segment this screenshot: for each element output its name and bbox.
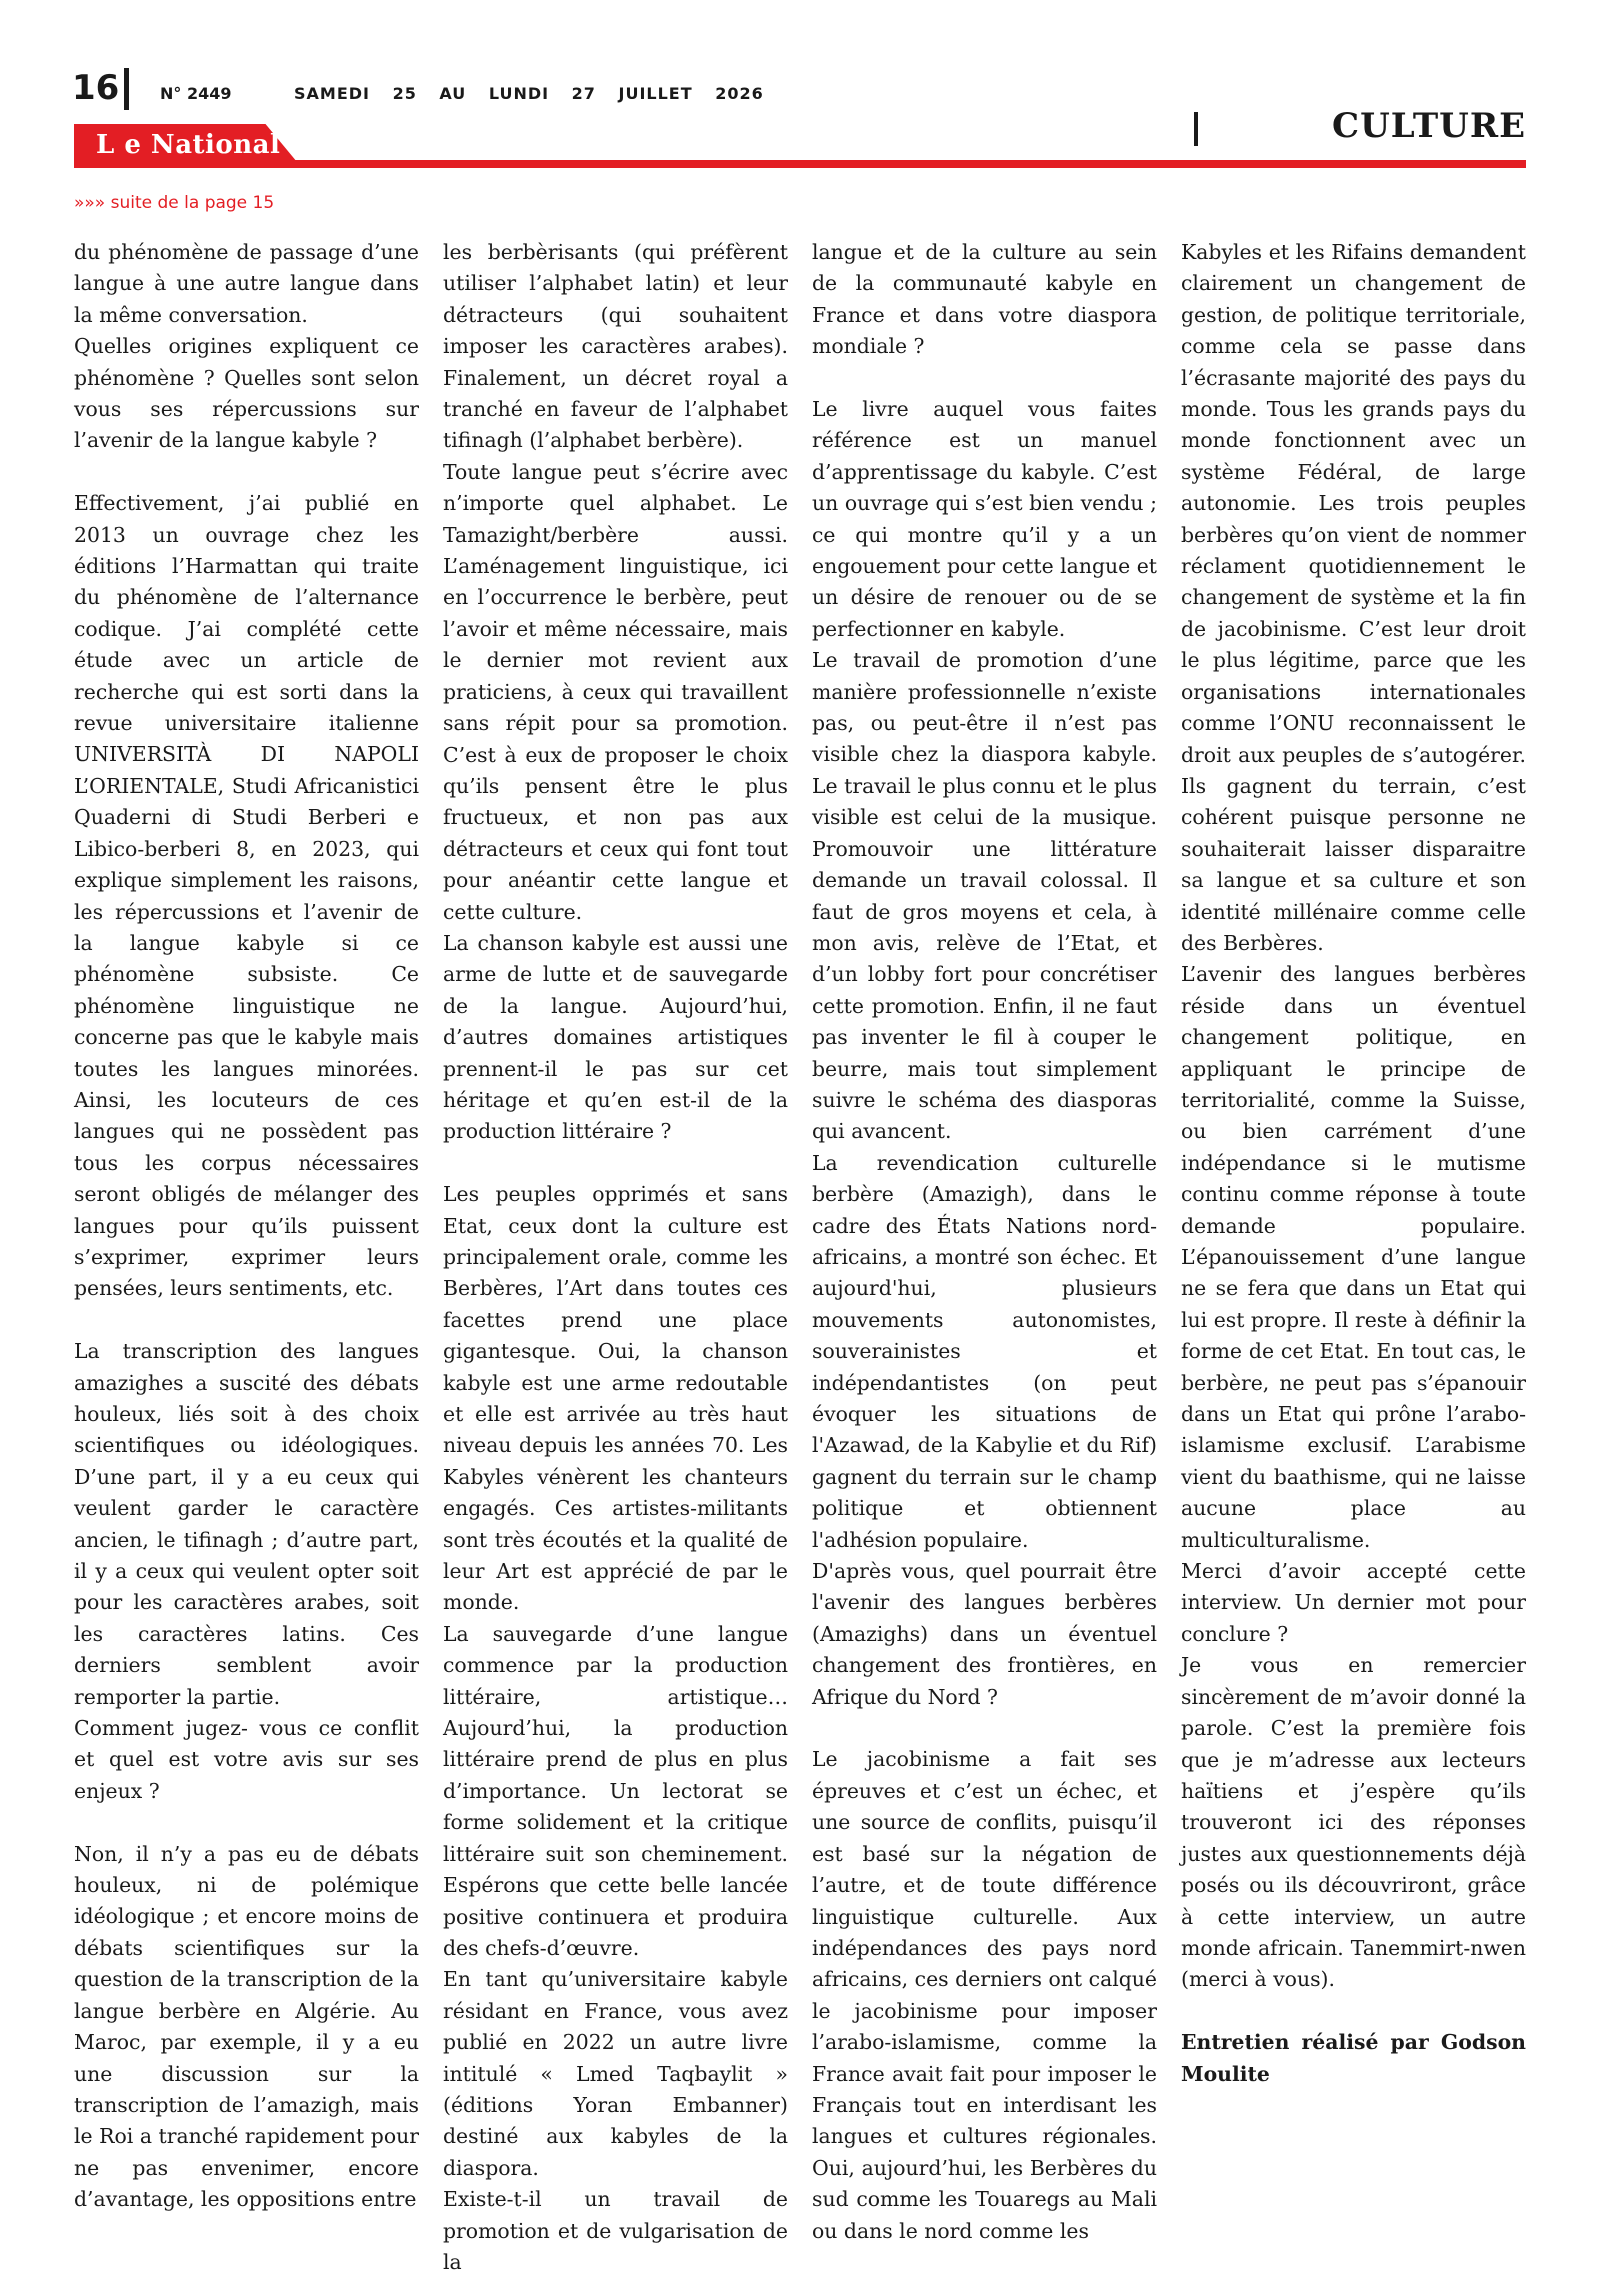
article-column-3: [812, 237, 1157, 2243]
question: Merci d’avoir accepté cette interview. Un dernier mot pour conclure ?: [1181, 1559, 1526, 1646]
question: La revendication culturelle berbère (Amazigh), dans le cadre des États Nations nord-africains, a montré son échec. Et aujourd'hui, plusieurs mouvements autonomistes, souverainistes et indépendantistes (on peut évoquer les situations de l'Azawad, de la Kabylie et du Rif) gagnent du terrain sur le champ politique et obtiennent l'adhésion populaire.: [812, 1150, 1157, 1552]
paragraph: Le travail de promotion d’une manière professionnelle n’existe pas, ou peut-être il n’est pas visible chez la diaspora kabyle. Le travail le plus connu et le plus visible est celui de la musique. Promouvoir une littérature demande un travail colossal. Il faut de gros moyens et cela, à mon avis, relève de l’Etat, et d’un lobby fort pour concrétiser cette promotion. Enfin, il ne faut pas inventer le fil à couper le beurre, mais tout simplement suivre le schéma des diasporas qui avancent.: [812, 648, 1157, 1144]
article-column-1: [74, 237, 419, 2212]
paragraph: Les peuples opprimés et sans Etat, ceux dont la culture est principalement orale, comme les Berbères, l’Art dans toutes ces facettes prend une place gigantesque. Oui, la chanson kabyle est une arme redoutable et elle est arrivée au très haut niveau depuis les années 70. Les Kabyles vénèrent les chanteurs engagés. Ces artistes-militants sont très écoutés et la qualité de leur Art est apprécié de par le monde.: [443, 1182, 788, 1615]
page-number: 16: [72, 68, 120, 108]
question: Comment jugez- vous ce conflit et quel est votre avis sur ses enjeux ?: [74, 1716, 419, 1803]
paragraph: Le livre auquel vous faites référence est un manuel d’apprentissage du kabyle. C’est un ouvrage qui s’est bien vendu ; ce qui montre qu’il y a un engouement pour cette langue et un désire de renouer ou de se perfectionner en kabyle.: [812, 397, 1157, 641]
question: La chanson kabyle est aussi une arme de lutte et de sauvegarde de la langue. Aujourd’hui, d’autres domaines artistiques prennent-il le pas sur cet héritage et qu’en est-il de la production littéraire ?: [443, 930, 788, 1144]
paragraph: les berbèrisants (qui préfèrent utiliser l’alphabet latin) et leur détracteurs (qui souhaitent imposer les caractères arabes). Finalement, un décret royal a tranché en faveur de l’alphabet tifinagh (l’alphabet berbère).: [443, 240, 788, 453]
question: En tant qu’universitaire kabyle résidant en France, vous avez publié en 2022 un autre livre intitulé « Lmed Taqbaylit » (éditions Yoran Embanner) destiné aux kabyles de la diaspora.: [443, 1967, 788, 2180]
section-title: CULTURE: [1332, 106, 1526, 146]
question: La transcription des langues amazighes a suscité des débats houleux, liés soit à des choix scientifiques ou idéologiques. D’une part, il y a eu ceux qui veulent garder le caractère ancien, le tifinagh ; d’autre part, il y a ceux qui veulent opter soit pour les caractères arabes, soit les caractères latins. Ces derniers semblent avoir remporter la partie.: [74, 1339, 419, 1709]
continued-from: »»» suite de la page 15: [74, 193, 275, 213]
paragraph: Kabyles et les Rifains demandent clairement un changement de gestion, de politique territoriale, comme cela se passe dans l’écrasante majorité des pays du monde. Tous les grands pays du monde fonctionnent avec un système Fédéral, de large autonomie. Les trois peuples berbères qu’on vient de nommer réclament quotidiennement le changement de système et la fin de jacobinisme. C’est leur droit le plus légitime, parce que les organisations internationales comme l’ONU reconnaissent le droit aux peuples de s’autogérer. Ils gagnent du terrain, c’est cohérent puisque personne ne souhaiterait laisser disparaitre sa langue et sa culture et son identité millénaire comme celle des Berbères.: [1181, 240, 1526, 955]
page-number-divider: [124, 68, 129, 110]
paragraph: Le jacobinisme a fait ses épreuves et c’est un échec, et une source de conflits, puisqu’il est basé sur la négation de l’autre, et de toute différence linguistique culturelle. Aux indépendances des pays nord africains, ces derniers ont calqué le jacobinisme pour imposer l’arabo-islamisme, comme la France avait fait pour imposer le Français tout en interdisant les langues et cultures régionales. Oui, aujourd’hui, les Berbères du sud comme les Touaregs au Mali ou dans le nord comme les: [812, 1747, 1157, 2243]
dateline: SAMEDI 25 AU LUNDI 27 JUILLET 2026: [294, 84, 764, 103]
article-column-2: [443, 237, 788, 2274]
article-column-4: [1181, 237, 1526, 2097]
byline: Entretien réalisé par Godson Moulite: [1181, 2030, 1526, 2086]
paragraph: La sauvegarde d’une langue commence par la production littéraire, artistique… Aujourd’hui, la production littéraire prend de plus en plus d’importance. Un lectorat se forme solidement et la critique littéraire suit son cheminement. Espérons que cette belle lancée positive continuera et produira des chefs-d’œuvre.: [443, 1621, 788, 1960]
paragraph: Non, il n’y a pas eu de débats houleux, ni de polémique idéologique ; et encore moins de débats scientifiques sur la question de la transcription de la langue berbère en Algérie. Au Maroc, par exemple, il y a eu une discussion sur la transcription de l’amazigh, mais le Roi a tranché rapidement pour ne pas envenimer, encore d’avantage, les oppositions entre: [74, 1841, 419, 2212]
paragraph: L’avenir des langues berbères réside dans un éventuel changement politique, en appliquant le principe de territorialité, comme la Suisse, ou bien carrément d’une indépendance si le mutisme continu comme réponse à toute demande populaire. L’épanouissement d’une langue ne se fera que dans un Etat qui lui est propre. Il reste à définir la forme de cet Etat. En tout cas, le berbère, ne peut pas s’épanouir dans un Etat qui prône l’arabo-islamisme exclusif. L’arabisme vient du baathisme, qui ne laisse aucune place au multiculturalisme.: [1181, 962, 1526, 1552]
question: Existe-t-il un travail de promotion et de vulgarisation de la: [443, 2187, 788, 2274]
question: D'après vous, quel pourrait être l'avenir des langues berbères (Amazighs) dans un éventuel changement des frontières, en Afrique du Nord ?: [812, 1559, 1157, 1709]
question: langue et de la culture au sein de la communauté kabyle en France et dans votre diaspora mondiale ?: [812, 240, 1157, 359]
newspaper-logo: L e National: [96, 130, 281, 160]
paragraph: Je vous en remercier sincèrement de m’avoir donné la parole. C’est la première fois que je m’adresse aux lecteurs haïtiens et j’espère qu’ils trouveront ici des réponses justes aux questionnements déjà posés ou ils découvriront, grâce à cette interview, un autre monde africain. Tanemmirt-nwen (merci à vous).: [1181, 1653, 1526, 1992]
paragraph: Effectivement, j’ai publié en 2013 un ouvrage chez les éditions l’Harmattan qui traite du phénomène de l’alternance codique. J’ai complété cette étude avec un article de recherche qui est sorti dans la revue universitaire italienne UNIVERSITÀ DI NAPOLI L’ORIENTALE, Studi Africanistici Quaderni di Studi Berberi e Libico-berberi 8, en 2023, qui explique simplement les raisons, les répercussions et l’avenir de la langue kabyle si ce phénomène subsiste. Ce phénomène linguistique ne concerne pas que le kabyle mais toutes les langues minorées. Ainsi, les locuteurs de ces langues qui ne possèdent pas tous les corpus nécessaires seront obligés de mélanger des langues pour qu’ils puissent s’exprimer, exprimer leurs pensées, leurs sentiments, etc.: [74, 491, 419, 1301]
paragraph: du phénomène de passage d’une langue à une autre langue dans la même conversation.: [74, 240, 419, 327]
section-divider: [1194, 112, 1198, 146]
paragraph: Toute langue peut s’écrire avec n’importe quel alphabet. Le Tamazight/berbère aussi. L’aménagement linguistique, ici en l’occurrence le berbère, peut l’avoir et même nécessaire, mais le dernier mot revient aux praticiens, à ceux qui travaillent sans répit pour sa promotion. C’est à eux de proposer le choix qu’ils pensent être le plus fructueux, et non pas aux détracteurs et ceux qui font tout pour anéantir cette langue et cette culture.: [443, 459, 788, 924]
question: Quelles origines expliquent ce phénomène ? Quelles sont selon vous ses répercussions sur l’avenir de la langue kabyle ?: [74, 334, 419, 453]
issue-number: N° 2449: [160, 84, 232, 103]
